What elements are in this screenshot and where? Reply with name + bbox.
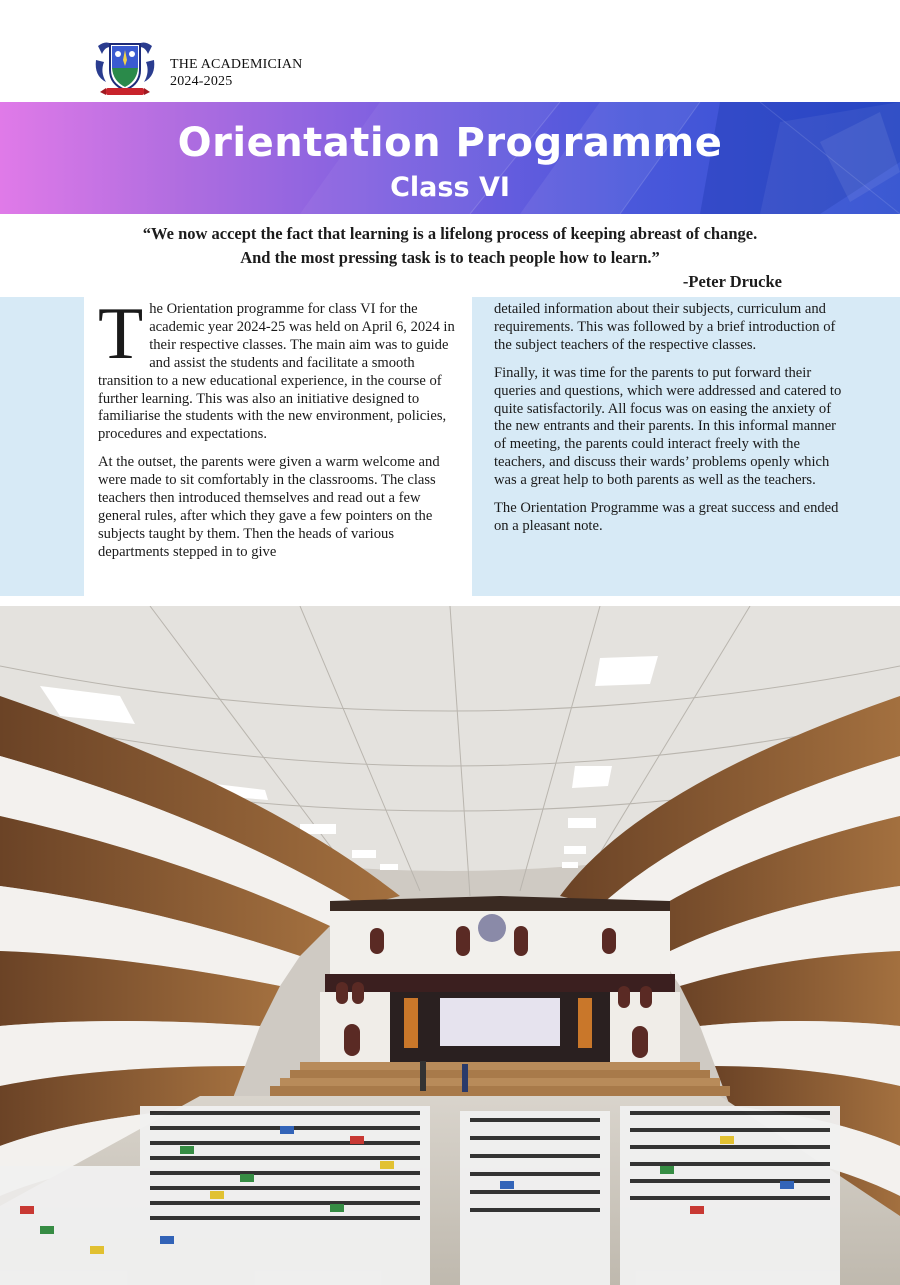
article-paragraph: At the outset, the parents were given a warm welcome and were made to sit comfortably in the classrooms. The class teachers then introduced themselves and read out a few general rules, after which they gave a few pointers on the subjects taught by them. Then the heads of various departments stepped in to give	[98, 454, 440, 560]
school-crest-icon	[92, 36, 158, 98]
page-subtitle: Class VI	[390, 172, 510, 203]
article-column-left	[98, 293, 462, 572]
title-banner	[0, 102, 900, 214]
left-accent-panel	[0, 297, 84, 596]
quote-line-2: And the most pressing task is to teach people how to learn.”	[240, 248, 660, 267]
article-column-right	[494, 301, 846, 546]
article-paragraph	[98, 293, 462, 444]
drop-cap: T	[98, 293, 144, 375]
auditorium-photo	[0, 606, 900, 1285]
auditorium-illustration	[0, 606, 900, 1285]
publication-name: THE ACADEMICIAN	[170, 57, 303, 72]
epigraph-quote	[40, 222, 860, 270]
article-paragraph: The Orientation Programme was a great success and ended on a pleasant note.	[494, 500, 839, 534]
article-paragraph: detailed information about their subjects, curriculum and requirements. This was followed by a brief introduction of the subject teachers of the respective classes.	[494, 301, 836, 353]
page-title: Orientation Programme	[177, 120, 723, 166]
masthead	[92, 36, 392, 98]
article-paragraph: Finally, it was time for the parents to put forward their queries and questions, which were addressed and catered to quite satisfactorily. All focus was on easing the anxiety of the new entrants and their parents. In this informal manner of meeting, the parents could interact freely with the teachers, and discuss their wards’ problems openly which was a great help to both parents as well as the teachers.	[494, 364, 842, 489]
quote-line-1: “We now accept the fact that learning is a lifelong process of keeping abreast of change.	[142, 224, 758, 243]
paragraph-text: he Orientation programme for class VI for the academic year 2024-25 was held on April 6, 2024 in their respective classes. The main aim was to guide and assist the students and facilitate a smooth transition to a new educational experience, in the course of further learning. This was also an initiative designed to familiarise the students with the new environment, policies, procedures and expectations.	[98, 301, 455, 443]
masthead-text	[170, 56, 303, 90]
quote-author: -Peter Drucke	[682, 272, 782, 291]
publication-year: 2024-2025	[170, 74, 233, 89]
